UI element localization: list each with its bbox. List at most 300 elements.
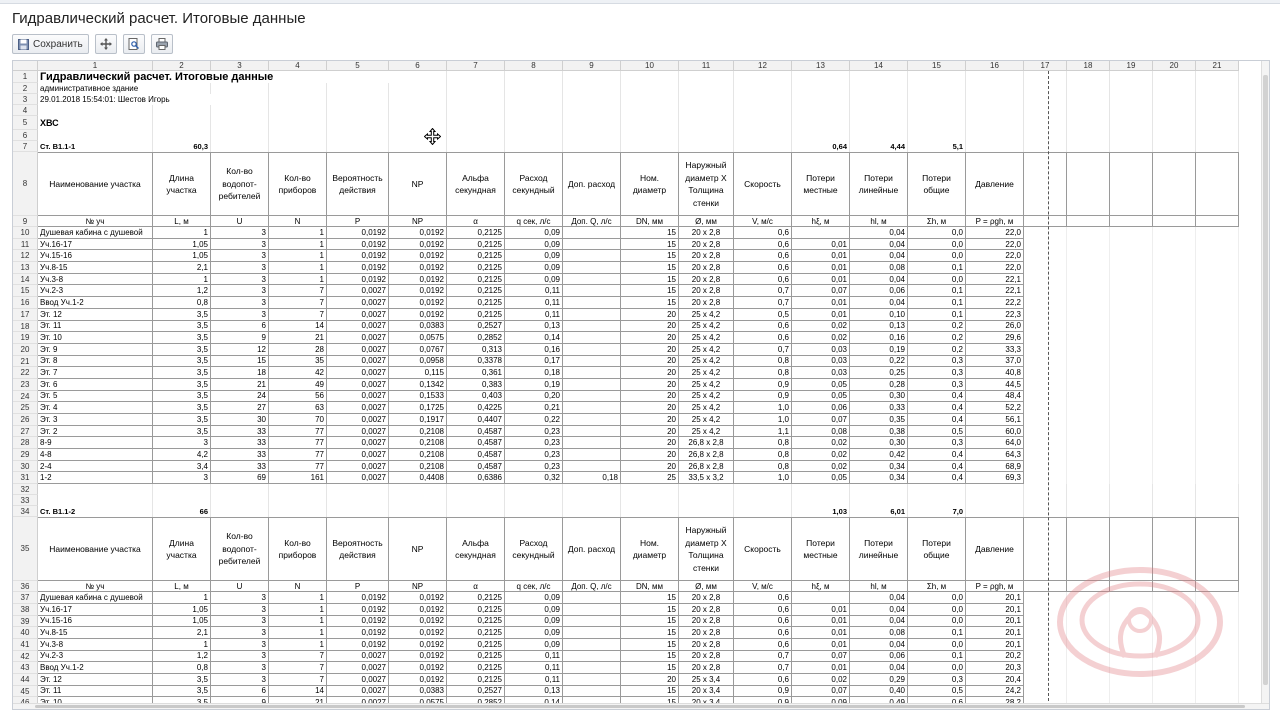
table-cell[interactable]: 1 — [269, 604, 327, 616]
table-cell[interactable]: 0,0027 — [327, 426, 389, 438]
table-cell[interactable]: 0,1 — [908, 651, 966, 663]
table-cell[interactable]: 0,2108 — [389, 437, 447, 449]
cell[interactable] — [211, 506, 269, 517]
table-cell[interactable]: 0,2125 — [447, 262, 505, 274]
table-cell[interactable]: 0,06 — [850, 285, 908, 297]
row-number[interactable]: 28 — [13, 437, 38, 449]
table-cell[interactable]: 0,361 — [447, 367, 505, 379]
table-cell[interactable]: 0,09 — [505, 250, 563, 262]
table-cell[interactable]: 0,4 — [908, 461, 966, 473]
table-cell[interactable] — [563, 627, 621, 639]
cell[interactable] — [734, 94, 792, 105]
table-cell[interactable]: 1,05 — [153, 239, 211, 251]
column-header[interactable]: 15 — [908, 61, 966, 71]
table-cell[interactable]: 56,1 — [966, 414, 1024, 426]
table-cell[interactable]: 0,7 — [734, 651, 792, 663]
table-cell[interactable]: Эт. 6 — [38, 379, 153, 391]
unit-header[interactable]: Доп. Q, л/с — [563, 216, 621, 227]
table-cell[interactable]: 25 — [621, 472, 679, 484]
table-cell[interactable] — [563, 344, 621, 356]
table-cell[interactable]: 0,09 — [505, 239, 563, 251]
table-cell[interactable]: Эт. 11 — [38, 321, 153, 333]
table-cell[interactable]: 0,5 — [908, 686, 966, 698]
cell[interactable] — [447, 484, 505, 495]
table-cell[interactable]: Душевая кабина с душевой — [38, 227, 153, 239]
preview-button[interactable] — [123, 34, 145, 54]
table-cell[interactable]: 15 — [621, 297, 679, 309]
table-cell[interactable]: 0,2125 — [447, 285, 505, 297]
column-header[interactable]: 12 — [734, 61, 792, 71]
cell[interactable] — [908, 116, 966, 130]
table-cell[interactable]: 0,6 — [734, 604, 792, 616]
table-cell[interactable]: Душевая кабина с душевой — [38, 592, 153, 604]
table-cell[interactable]: 0,19 — [505, 379, 563, 391]
cell[interactable] — [1024, 391, 1067, 403]
column-header[interactable]: 5 — [327, 61, 389, 71]
table-cell[interactable]: 0,16 — [505, 344, 563, 356]
unit-header[interactable]: hl, м — [850, 581, 908, 592]
table-cell[interactable]: 7 — [269, 651, 327, 663]
cell[interactable] — [679, 71, 734, 83]
table-cell[interactable]: 0,0027 — [327, 437, 389, 449]
table-cell[interactable]: 0,04 — [850, 662, 908, 674]
cell[interactable] — [1196, 262, 1239, 274]
cell[interactable] — [1067, 379, 1110, 391]
table-cell[interactable]: 0,04 — [850, 639, 908, 651]
cell[interactable] — [850, 116, 908, 130]
table-cell[interactable]: 0,6 — [734, 592, 792, 604]
table-cell[interactable]: 25 x 4,2 — [679, 379, 734, 391]
table-cell[interactable]: 12 — [211, 344, 269, 356]
table-cell[interactable]: 0,0 — [908, 592, 966, 604]
table-cell[interactable]: 0,0192 — [389, 274, 447, 286]
cell[interactable] — [1196, 484, 1239, 495]
table-cell[interactable]: 0,04 — [850, 227, 908, 239]
table-header[interactable]: Наименование участка — [38, 517, 153, 581]
table-cell[interactable]: 0,4 — [908, 472, 966, 484]
table-cell[interactable]: 0,07 — [792, 414, 850, 426]
table-cell[interactable]: 0,4225 — [447, 402, 505, 414]
cell[interactable] — [389, 94, 447, 105]
cell[interactable] — [505, 484, 563, 495]
cell[interactable] — [1110, 484, 1153, 495]
table-cell[interactable]: 56 — [269, 391, 327, 403]
cell[interactable] — [734, 71, 792, 83]
table-cell[interactable]: 0,08 — [850, 262, 908, 274]
unit-header[interactable]: α — [447, 581, 505, 592]
cell[interactable] — [908, 495, 966, 506]
table-cell[interactable]: 0,2125 — [447, 297, 505, 309]
table-cell[interactable]: 25 x 4,2 — [679, 391, 734, 403]
cell[interactable] — [1110, 414, 1153, 426]
table-cell[interactable]: 0,0958 — [389, 356, 447, 368]
cell[interactable] — [1024, 449, 1067, 461]
table-cell[interactable]: 0,0027 — [327, 651, 389, 663]
cell[interactable] — [269, 83, 327, 94]
table-cell[interactable] — [563, 674, 621, 686]
cell[interactable] — [1110, 686, 1153, 698]
cell[interactable] — [211, 495, 269, 506]
cell[interactable] — [1110, 449, 1153, 461]
cell[interactable] — [1024, 472, 1067, 484]
table-cell[interactable]: 6 — [211, 686, 269, 698]
cell[interactable] — [1024, 461, 1067, 473]
table-cell[interactable]: 0,2125 — [447, 604, 505, 616]
cell[interactable] — [1110, 250, 1153, 262]
cell[interactable] — [38, 105, 153, 116]
cell[interactable] — [1110, 141, 1153, 152]
cell[interactable] — [327, 506, 389, 517]
table-cell[interactable]: 0,18 — [505, 367, 563, 379]
cell[interactable] — [850, 130, 908, 141]
table-cell[interactable]: 0,0192 — [389, 651, 447, 663]
table-cell[interactable]: 6 — [211, 321, 269, 333]
row-number[interactable]: 34 — [13, 506, 38, 517]
table-cell[interactable]: 2,1 — [153, 262, 211, 274]
table-cell[interactable]: 0,8 — [153, 297, 211, 309]
table-cell[interactable]: 48,4 — [966, 391, 1024, 403]
vertical-scrollbar[interactable] — [1261, 61, 1269, 710]
row-number[interactable]: 6 — [13, 130, 38, 141]
unit-header[interactable]: α — [447, 216, 505, 227]
table-cell[interactable] — [563, 297, 621, 309]
cell[interactable] — [211, 141, 269, 152]
table-cell[interactable]: 3,5 — [153, 309, 211, 321]
save-button[interactable] — [12, 34, 89, 54]
table-header[interactable]: Альфа секундная — [447, 517, 505, 581]
cell[interactable] — [1153, 506, 1196, 517]
row-number[interactable]: 18 — [13, 321, 38, 333]
table-cell[interactable]: 0,02 — [792, 461, 850, 473]
table-cell[interactable] — [563, 367, 621, 379]
row-number[interactable]: 25 — [13, 402, 38, 414]
table-cell[interactable]: 40,8 — [966, 367, 1024, 379]
column-header[interactable]: 13 — [792, 61, 850, 71]
table-cell[interactable] — [563, 651, 621, 663]
cell[interactable] — [38, 495, 153, 506]
table-cell[interactable]: Эт. 4 — [38, 402, 153, 414]
table-cell[interactable]: 0,6 — [734, 227, 792, 239]
cell[interactable] — [1110, 285, 1153, 297]
cell[interactable] — [1153, 239, 1196, 251]
row-number[interactable]: 40 — [13, 627, 38, 639]
row-number[interactable]: 17 — [13, 309, 38, 321]
unit-header[interactable]: q сек, л/с — [505, 581, 563, 592]
table-cell[interactable]: 64,0 — [966, 437, 1024, 449]
table-cell[interactable]: 20 x 2,8 — [679, 592, 734, 604]
cell[interactable] — [1067, 332, 1110, 344]
table-cell[interactable]: 0,0027 — [327, 402, 389, 414]
table-header[interactable]: Вероятность действия — [327, 517, 389, 581]
cell[interactable] — [1067, 83, 1110, 94]
cell[interactable] — [1153, 71, 1196, 83]
cell[interactable] — [1196, 71, 1239, 83]
table-cell[interactable] — [563, 332, 621, 344]
unit-header[interactable]: Σh, м — [908, 581, 966, 592]
cell[interactable] — [447, 83, 505, 94]
table-cell[interactable]: 20 — [621, 356, 679, 368]
cell[interactable] — [505, 141, 563, 152]
table-cell[interactable] — [563, 356, 621, 368]
cell[interactable] — [621, 116, 679, 130]
unit-header[interactable]: L, м — [153, 581, 211, 592]
row-number[interactable]: 23 — [13, 379, 38, 391]
table-cell[interactable]: 3,5 — [153, 367, 211, 379]
table-header[interactable]: Расход секундный — [505, 517, 563, 581]
table-cell[interactable]: 0,04 — [850, 297, 908, 309]
table-cell[interactable]: 0,4587 — [447, 461, 505, 473]
table-cell[interactable]: 0,23 — [505, 461, 563, 473]
cell[interactable] — [1024, 250, 1067, 262]
table-cell[interactable]: 3 — [211, 592, 269, 604]
cell[interactable] — [734, 116, 792, 130]
table-cell[interactable]: 0,17 — [505, 356, 563, 368]
table-header[interactable]: Потери линейные — [850, 517, 908, 581]
row-number[interactable]: 19 — [13, 332, 38, 344]
cell[interactable] — [966, 83, 1024, 94]
cell[interactable] — [447, 495, 505, 506]
column-header[interactable]: 4 — [269, 61, 327, 71]
table-cell[interactable]: 4-8 — [38, 449, 153, 461]
table-cell[interactable]: 20 x 2,8 — [679, 297, 734, 309]
table-header[interactable]: Доп. расход — [563, 517, 621, 581]
table-cell[interactable]: 20 x 2,8 — [679, 604, 734, 616]
table-cell[interactable]: 25 x 4,2 — [679, 426, 734, 438]
table-cell[interactable]: Эт. 12 — [38, 674, 153, 686]
table-cell[interactable]: 3,5 — [153, 426, 211, 438]
cell[interactable] — [1196, 391, 1239, 403]
section-loss-total[interactable]: 7,0 — [908, 506, 966, 517]
table-cell[interactable]: 0,2527 — [447, 686, 505, 698]
table-cell[interactable]: 0,8 — [734, 367, 792, 379]
cell[interactable] — [792, 495, 850, 506]
table-cell[interactable]: 0,22 — [505, 414, 563, 426]
table-cell[interactable]: 0,40 — [850, 686, 908, 698]
table-cell[interactable]: 0,4587 — [447, 437, 505, 449]
cell[interactable] — [850, 495, 908, 506]
cell[interactable] — [1067, 391, 1110, 403]
table-cell[interactable] — [563, 414, 621, 426]
unit-header[interactable]: U — [211, 581, 269, 592]
cell[interactable] — [1153, 130, 1196, 141]
table-cell[interactable] — [563, 449, 621, 461]
table-header[interactable]: Кол-во водопот-ребителей — [211, 152, 269, 216]
cell[interactable] — [1153, 105, 1196, 116]
table-cell[interactable]: 22,0 — [966, 227, 1024, 239]
cell[interactable] — [1196, 285, 1239, 297]
table-cell[interactable]: 0,2125 — [447, 239, 505, 251]
table-cell[interactable]: 33 — [211, 461, 269, 473]
table-cell[interactable]: 68,9 — [966, 461, 1024, 473]
cell[interactable] — [269, 94, 327, 105]
table-cell[interactable]: 20,1 — [966, 627, 1024, 639]
table-cell[interactable]: 15 — [621, 274, 679, 286]
row-number[interactable]: 30 — [13, 461, 38, 473]
table-cell[interactable]: 0,3 — [908, 356, 966, 368]
table-cell[interactable]: 0,0 — [908, 604, 966, 616]
table-cell[interactable]: 0,9 — [734, 686, 792, 698]
table-cell[interactable] — [563, 227, 621, 239]
table-cell[interactable]: 0,4587 — [447, 426, 505, 438]
table-cell[interactable]: 0,13 — [505, 686, 563, 698]
table-cell[interactable]: 0,09 — [505, 262, 563, 274]
cell[interactable] — [1067, 216, 1110, 227]
cell[interactable] — [1024, 105, 1067, 116]
table-cell[interactable]: 0,0192 — [327, 274, 389, 286]
cell[interactable] — [792, 105, 850, 116]
row-number[interactable]: 41 — [13, 639, 38, 651]
table-cell[interactable]: 0,1533 — [389, 391, 447, 403]
row-number[interactable]: 4 — [13, 105, 38, 116]
table-cell[interactable]: 0,11 — [505, 651, 563, 663]
table-cell[interactable]: 27 — [211, 402, 269, 414]
cell[interactable] — [38, 130, 153, 141]
table-cell[interactable]: 20 — [621, 321, 679, 333]
table-cell[interactable]: 3 — [211, 662, 269, 674]
table-cell[interactable]: 0,403 — [447, 391, 505, 403]
table-cell[interactable]: 3 — [211, 262, 269, 274]
cell[interactable] — [966, 94, 1024, 105]
table-cell[interactable]: 0,8 — [734, 449, 792, 461]
table-header[interactable]: Потери общие — [908, 517, 966, 581]
table-cell[interactable]: 3 — [211, 627, 269, 639]
table-cell[interactable]: Эт. 7 — [38, 367, 153, 379]
cell[interactable] — [1110, 71, 1153, 83]
cell[interactable] — [1024, 426, 1067, 438]
cell[interactable] — [1153, 449, 1196, 461]
table-header[interactable]: Вероятность действия — [327, 152, 389, 216]
cell[interactable] — [792, 71, 850, 83]
cell[interactable] — [850, 94, 908, 105]
cell[interactable] — [1067, 449, 1110, 461]
section-loss-linear[interactable]: 4,44 — [850, 141, 908, 152]
row-number[interactable]: 8 — [13, 152, 38, 216]
cell[interactable] — [1153, 285, 1196, 297]
table-header[interactable]: Расход секундный — [505, 152, 563, 216]
cell[interactable] — [153, 116, 211, 130]
cell[interactable] — [1153, 686, 1196, 698]
table-cell[interactable]: 0,2125 — [447, 674, 505, 686]
row-number[interactable]: 31 — [13, 472, 38, 484]
row-number[interactable]: 42 — [13, 651, 38, 663]
horizontal-scroll-thumb[interactable] — [35, 705, 1245, 708]
cell[interactable] — [1024, 367, 1067, 379]
table-cell[interactable]: 0,0383 — [389, 321, 447, 333]
table-cell[interactable]: 0,0027 — [327, 309, 389, 321]
table-cell[interactable]: 0,01 — [792, 309, 850, 321]
table-cell[interactable]: 20 — [621, 344, 679, 356]
table-header[interactable]: Скорость — [734, 517, 792, 581]
cell[interactable] — [1196, 426, 1239, 438]
cell[interactable] — [1067, 116, 1110, 130]
cell[interactable] — [966, 130, 1024, 141]
table-cell[interactable]: 3,5 — [153, 379, 211, 391]
table-cell[interactable] — [563, 239, 621, 251]
table-cell[interactable]: 22,0 — [966, 262, 1024, 274]
table-cell[interactable]: 0,6 — [734, 274, 792, 286]
table-cell[interactable]: 30 — [211, 414, 269, 426]
table-cell[interactable]: 0,2 — [908, 321, 966, 333]
table-cell[interactable]: 20,4 — [966, 674, 1024, 686]
table-cell[interactable]: Эт. 8 — [38, 356, 153, 368]
table-cell[interactable]: 20 x 2,8 — [679, 662, 734, 674]
cell[interactable] — [1196, 309, 1239, 321]
column-header[interactable]: 11 — [679, 61, 734, 71]
table-cell[interactable]: 52,2 — [966, 402, 1024, 414]
cell[interactable] — [908, 71, 966, 83]
table-cell[interactable]: 0,09 — [505, 604, 563, 616]
table-cell[interactable]: 0,38 — [850, 426, 908, 438]
table-cell[interactable]: 64,3 — [966, 449, 1024, 461]
doc-subtitle[interactable]: административное здание — [38, 83, 211, 94]
cell[interactable] — [1196, 274, 1239, 286]
table-cell[interactable]: 0,0192 — [389, 674, 447, 686]
table-cell[interactable]: 3,5 — [153, 391, 211, 403]
unit-header[interactable]: NP — [389, 216, 447, 227]
cell[interactable] — [679, 116, 734, 130]
cell[interactable] — [908, 83, 966, 94]
table-cell[interactable]: 33 — [211, 449, 269, 461]
column-header[interactable]: 19 — [1110, 61, 1153, 71]
cell[interactable] — [1153, 152, 1196, 216]
cell[interactable] — [734, 83, 792, 94]
cell[interactable] — [389, 105, 447, 116]
cell[interactable] — [38, 484, 153, 495]
table-cell[interactable]: 0,35 — [850, 414, 908, 426]
table-cell[interactable]: 0,8 — [734, 356, 792, 368]
table-cell[interactable]: 0,11 — [505, 674, 563, 686]
table-cell[interactable]: 0,04 — [850, 604, 908, 616]
cell[interactable] — [1024, 402, 1067, 414]
table-cell[interactable]: 25 x 4,2 — [679, 356, 734, 368]
cell[interactable] — [1024, 239, 1067, 251]
unit-header[interactable]: № уч — [38, 581, 153, 592]
cell[interactable] — [908, 105, 966, 116]
table-cell[interactable]: 24 — [211, 391, 269, 403]
table-cell[interactable]: Уч.8-15 — [38, 627, 153, 639]
cell[interactable] — [1196, 141, 1239, 152]
cell[interactable] — [1024, 506, 1067, 517]
column-header[interactable]: 14 — [850, 61, 908, 71]
cell[interactable] — [966, 495, 1024, 506]
cell[interactable] — [563, 484, 621, 495]
move-button[interactable] — [95, 34, 117, 54]
cell[interactable] — [1024, 297, 1067, 309]
cell[interactable] — [1196, 344, 1239, 356]
table-cell[interactable]: 1,05 — [153, 604, 211, 616]
table-cell[interactable]: 3 — [211, 274, 269, 286]
table-cell[interactable]: Уч.15-16 — [38, 616, 153, 628]
table-cell[interactable]: 0,20 — [505, 391, 563, 403]
column-header[interactable]: 18 — [1067, 61, 1110, 71]
cell[interactable] — [1110, 321, 1153, 333]
table-cell[interactable]: 1 — [269, 274, 327, 286]
table-cell[interactable]: 20 x 2,8 — [679, 262, 734, 274]
table-cell[interactable]: 0,02 — [792, 321, 850, 333]
table-cell[interactable]: 0,14 — [505, 332, 563, 344]
cell[interactable] — [1067, 227, 1110, 239]
cell[interactable] — [269, 495, 327, 506]
table-cell[interactable]: 3,5 — [153, 344, 211, 356]
cell[interactable] — [1024, 130, 1067, 141]
cell[interactable] — [327, 94, 389, 105]
table-cell[interactable] — [563, 426, 621, 438]
table-cell[interactable]: 26,8 x 2,8 — [679, 461, 734, 473]
table-cell[interactable]: 3,5 — [153, 321, 211, 333]
table-cell[interactable]: 20,1 — [966, 639, 1024, 651]
cell[interactable] — [679, 495, 734, 506]
table-cell[interactable]: 0,0027 — [327, 297, 389, 309]
